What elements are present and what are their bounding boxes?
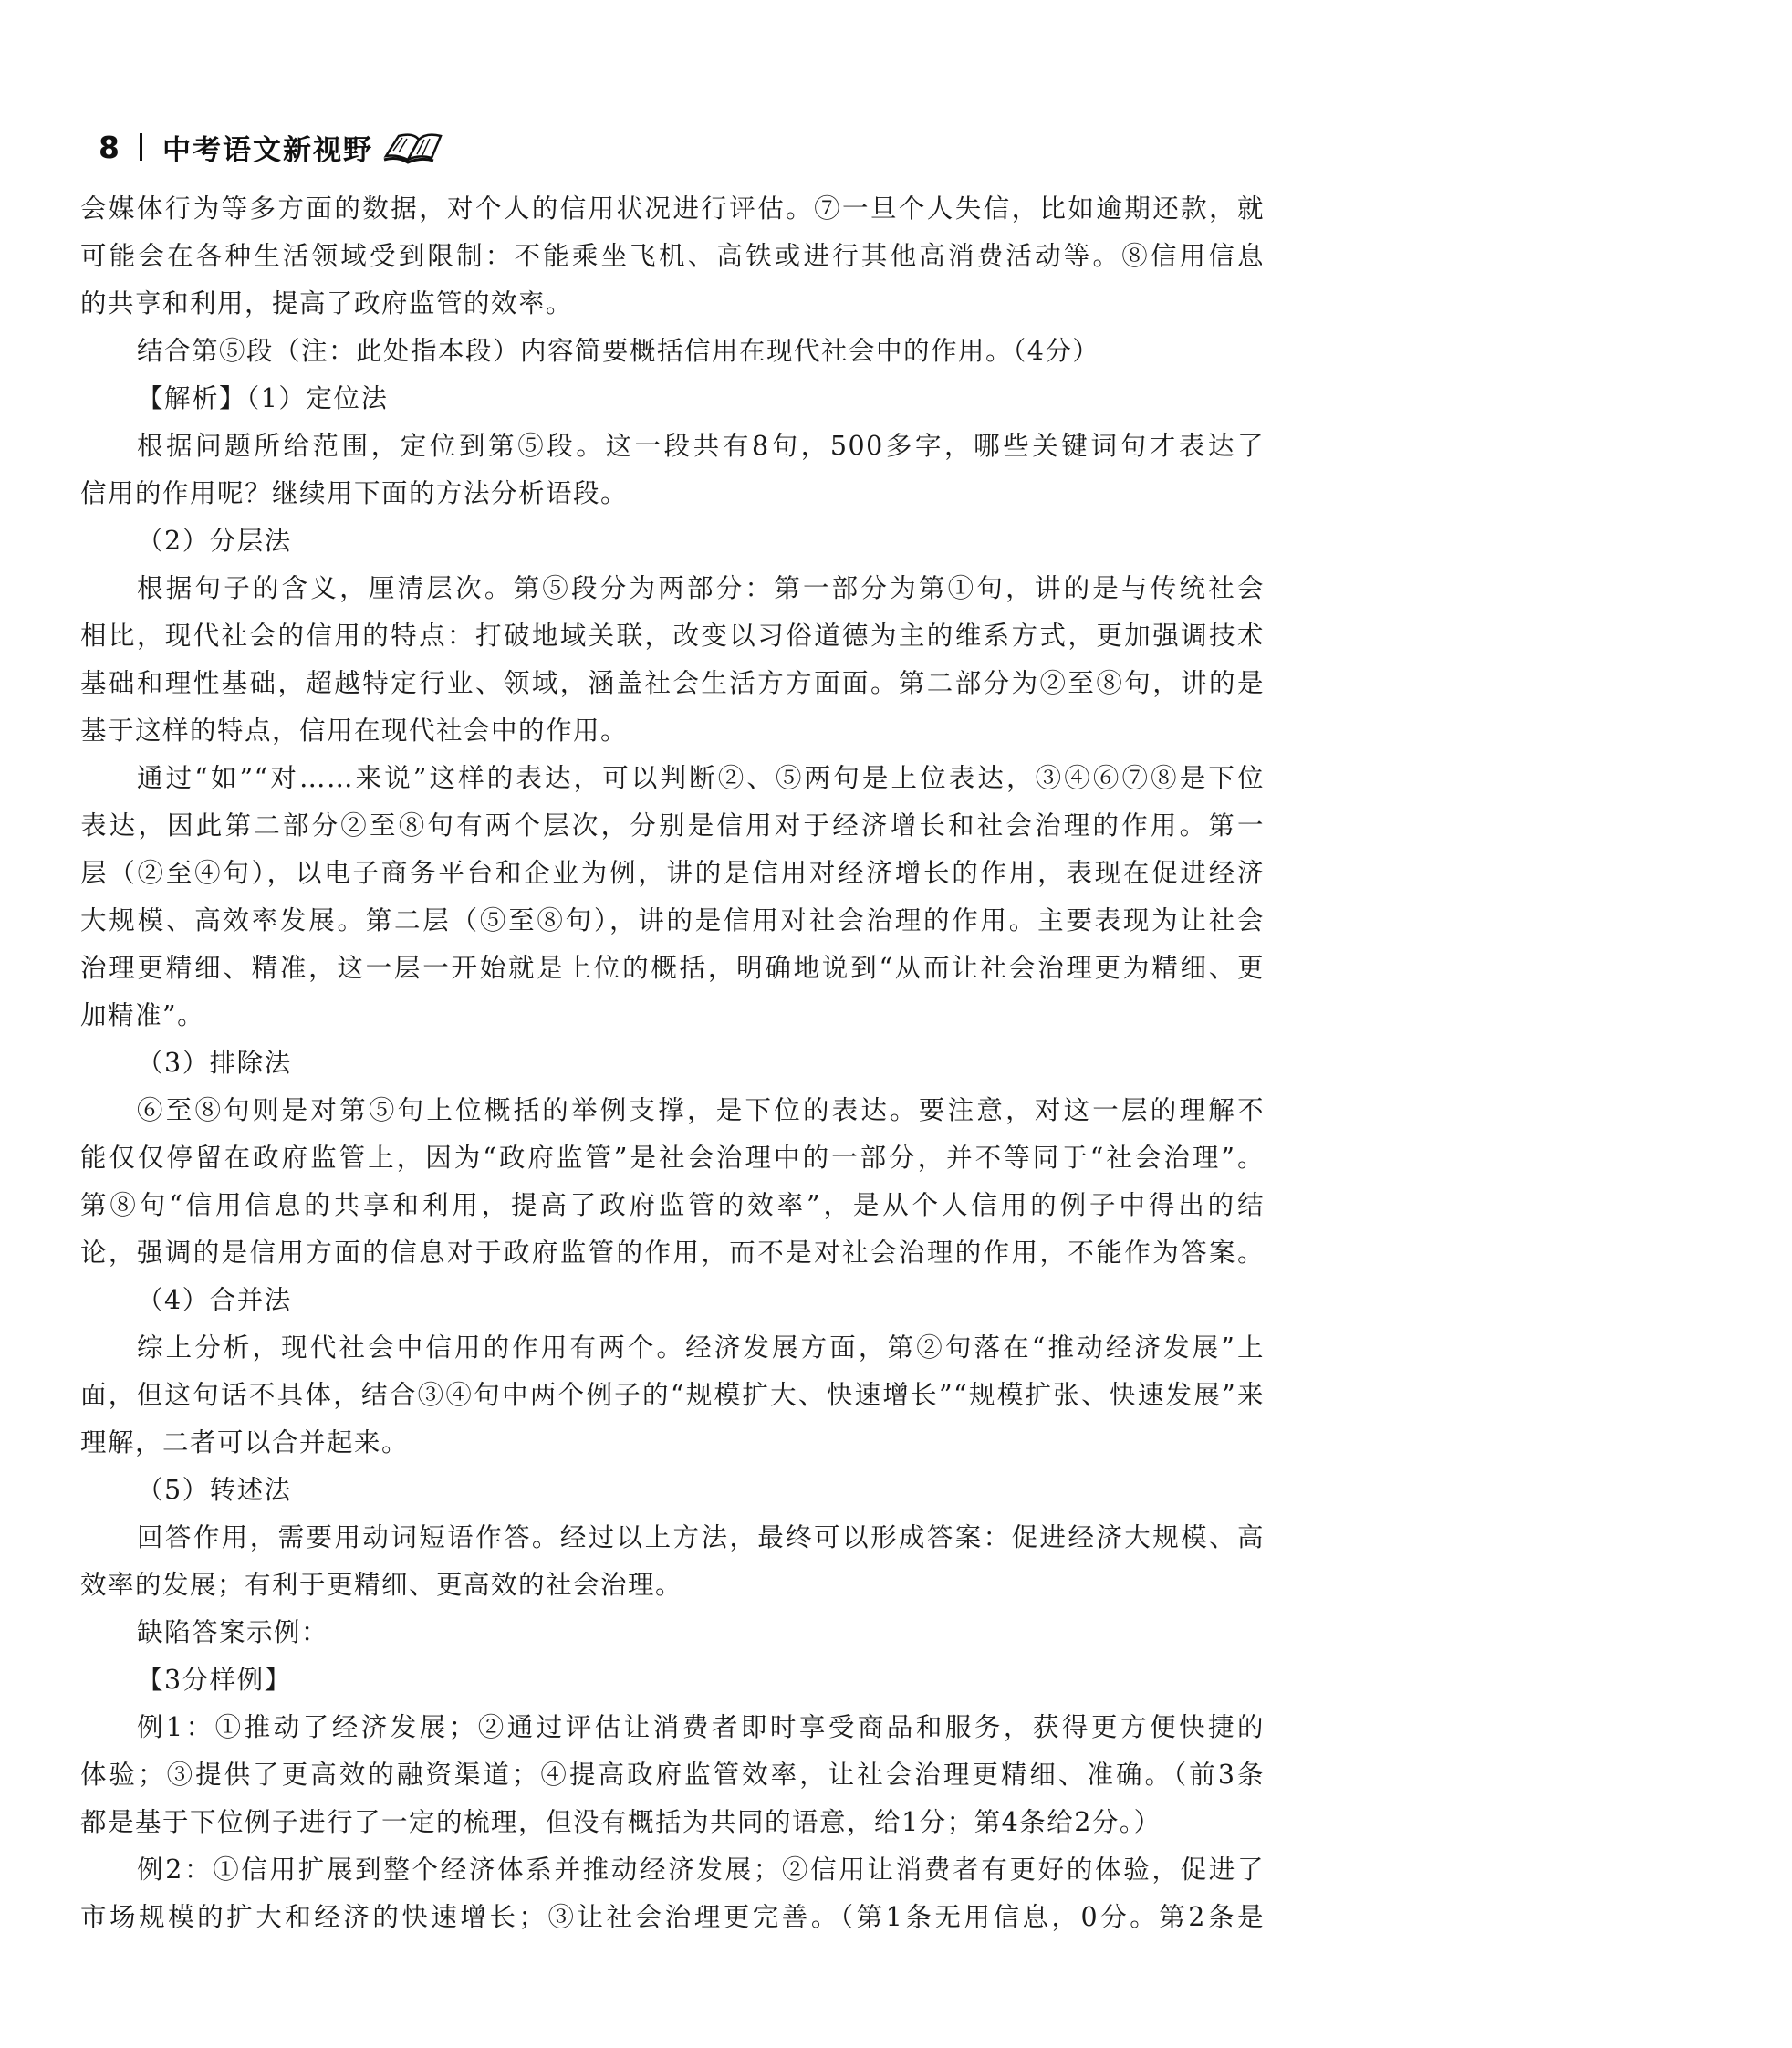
open-book-icon bbox=[382, 129, 444, 165]
series-title: 中考语文新视野 bbox=[161, 133, 373, 167]
text-line: （2）分层法 bbox=[137, 526, 292, 556]
text-line: 根据问题所给范围，定位到第⑤段。这一段共有8句，500多字，哪些关键词句才表达了 bbox=[137, 431, 1265, 461]
text-line: 综上分析，现代社会中信用的作用有两个。经济发展方面，第②句落在“推动经济发展”上 bbox=[137, 1332, 1265, 1363]
text-line: ⑥至⑧句则是对第⑤句上位概括的举例支撑，是下位的表达。要注意，对这一层的理解不 bbox=[137, 1095, 1265, 1125]
page-number: 8 bbox=[99, 129, 120, 165]
text-line: 缺陷答案示例： bbox=[137, 1617, 329, 1647]
text-line: 会媒体行为等多方面的数据，对个人的信用状况进行评估。⑦一旦个人失信，比如逾期还款，就 bbox=[80, 193, 1265, 224]
text-line: （3）排除法 bbox=[137, 1048, 292, 1078]
text-line: 【解析】（1）定位法 bbox=[137, 383, 389, 413]
text-line: 的共享和利用，提高了政府监管的效率。 bbox=[80, 288, 574, 319]
text-line: 治理更精细、精准，这一层一开始就是上位的概括，明确地说到“从而让社会治理更为精细、更 bbox=[80, 953, 1265, 983]
text-line: 可能会在各种生活领域受到限制：不能乘坐飞机、高铁或进行其他高消费活动等。⑧信用信息 bbox=[80, 241, 1265, 271]
body-text bbox=[80, 185, 1265, 1941]
text-line: 例1：①推动了经济发展；②通过评估让消费者即时享受商品和服务，获得更方便快捷的 bbox=[137, 1712, 1265, 1742]
text-line: 理解，二者可以合并起来。 bbox=[80, 1427, 410, 1458]
text-line: 信用的作用呢？继续用下面的方法分析语段。 bbox=[80, 478, 629, 508]
text-line: 例2：①信用扩展到整个经济体系并推动经济发展；②信用让消费者有更好的体验，促进了 bbox=[137, 1855, 1265, 1885]
text-line: 基础和理性基础，超越特定行业、领域，涵盖社会生活方方面面。第二部分为②至⑧句，讲的是 bbox=[80, 668, 1265, 698]
text-line: 加精准”。 bbox=[80, 1000, 205, 1030]
text-line: 体验；③提供了更高效的融资渠道；④提高政府监管效率，让社会治理更精细、准确。（前3条 bbox=[80, 1760, 1265, 1790]
text-line: 层（②至④句），以电子商务平台和企业为例，讲的是信用对经济增长的作用，表现在促进经济 bbox=[80, 858, 1265, 888]
text-line: 市场规模的扩大和经济的快速增长；③让社会治理更完善。（第1条无用信息，0分。第2条是 bbox=[80, 1902, 1265, 1932]
running-header bbox=[99, 124, 444, 170]
text-line: 都是基于下位例子进行了一定的梳理，但没有概括为共同的语意，给1分；第4条给2分。） bbox=[80, 1807, 1162, 1837]
text-line: （4）合并法 bbox=[137, 1285, 292, 1315]
text-line: 【3分样例】 bbox=[137, 1665, 292, 1695]
text-line: 能仅仅停留在政府监管上，因为“政府监管”是社会治理中的一部分，并不等同于“社会治理”。 bbox=[80, 1143, 1265, 1173]
text-line: 通过“如”“对……来说”这样的表达，可以判断②、⑤两句是上位表达，③④⑥⑦⑧是下位 bbox=[137, 763, 1265, 793]
text-line: （5）转述法 bbox=[137, 1475, 292, 1505]
text-line: 表达，因此第二部分②至⑧句有两个层次，分别是信用对于经济增长和社会治理的作用。第一 bbox=[80, 810, 1265, 841]
text-line: 论，强调的是信用方面的信息对于政府监管的作用，而不是对社会治理的作用，不能作为答案。 bbox=[80, 1238, 1265, 1268]
text-line: 根据句子的含义，厘清层次。第⑤段分为两部分：第一部分为第①句，讲的是与传统社会 bbox=[137, 573, 1265, 603]
text-line: 面，但这句话不具体，结合③④句中两个例子的“规模扩大、快速增长”“规模扩张、快速发展”来 bbox=[80, 1380, 1265, 1410]
text-line: 相比，现代社会的信用的特点：打破地域关联，改变以习俗道德为主的维系方式，更加强调技术 bbox=[80, 621, 1265, 651]
header-divider bbox=[140, 133, 142, 161]
text-line: 基于这样的特点，信用在现代社会中的作用。 bbox=[80, 716, 629, 746]
text-line: 大规模、高效率发展。第二层（⑤至⑧句），讲的是信用对社会治理的作用。主要表现为让社会 bbox=[80, 905, 1265, 935]
text-line: 效率的发展；有利于更精细、更高效的社会治理。 bbox=[80, 1570, 683, 1600]
text-line: 回答作用，需要用动词短语作答。经过以上方法，最终可以形成答案：促进经济大规模、高 bbox=[137, 1522, 1265, 1552]
text-line: 结合第⑤段（注：此处指本段）内容简要概括信用在现代社会中的作用。（4分） bbox=[137, 336, 1100, 366]
text-line: 第⑧句“信用信息的共享和利用，提高了政府监管的效率”，是从个人信用的例子中得出的结 bbox=[80, 1190, 1265, 1220]
